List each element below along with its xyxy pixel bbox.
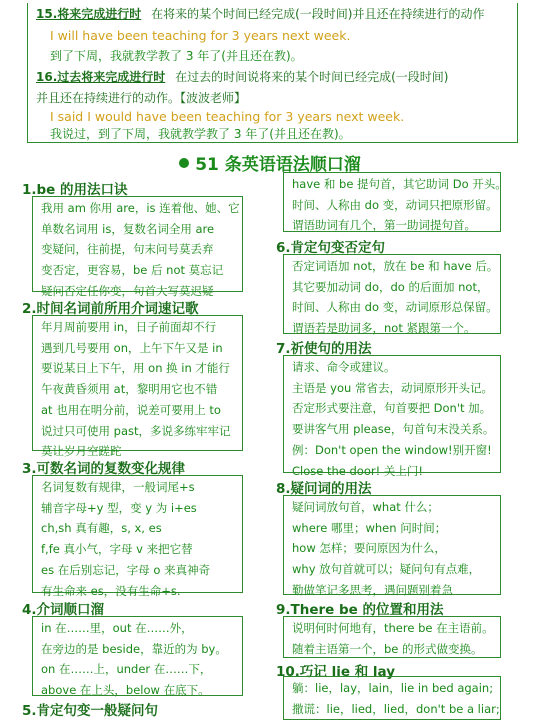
- section-10-row: 躺：lie，lay，lain，lie in bed again;: [292, 681, 494, 695]
- section-6-row: 其它要加动词 do，do 的后面加 not，: [292, 279, 489, 294]
- section-2-row: at 也用在明分前，说差可要用上 to: [41, 402, 221, 417]
- section-4-row: above 在上头，below 在底下。: [41, 683, 210, 698]
- section-5-row: 谓语助词有几个，第一助词提句首。: [292, 218, 476, 233]
- section-1-row: 变疑问，往前提，句末问号莫丢弃: [41, 242, 214, 257]
- item-16-translation: 我说过，到了下周，我就教学教了 3 年了(并且还在教)。: [50, 127, 351, 141]
- section-6-row: 否定词语加 not，放在 be 和 have 后。: [292, 259, 499, 273]
- section-5-continuation-box: [283, 172, 507, 233]
- section-7-title: 7.祈使句的用法: [276, 341, 372, 357]
- section-4-row: in 在……里，out 在……外，: [41, 621, 193, 635]
- section-9-title: 9.There be 的位置和用法: [276, 602, 444, 618]
- section-3-row: ch,sh 真有趣，s, x, es: [41, 521, 162, 536]
- section-1-row: 疑问否定任你变，句首大写莫迟疑: [41, 283, 214, 298]
- section-2-row: 要说某日上下午，用 on 换 in 才能行: [41, 361, 230, 376]
- section-8-row: 勤做笔记多思考，遇问题别着急: [292, 582, 453, 597]
- section-4-title: 4.介词顺口溜: [22, 602, 105, 618]
- section-3-title: 3.可数名词的复数变化规律: [22, 461, 186, 477]
- item-16-desc: 在过去的时间说将来的某个时间已经完成(一段时间): [175, 70, 449, 84]
- section-4-box: [32, 616, 243, 696]
- section-10-title: 10.巧记 lie 和 lay: [276, 664, 396, 680]
- section-7-row: 要讲客气用 please，句首句末没关系。: [292, 422, 495, 437]
- section-10-row: 撒谎：lie，lied，lied，don't be a liar;: [292, 701, 500, 716]
- section-7-row: Close the door! 关上门!: [292, 463, 423, 478]
- section-8-box: [283, 495, 501, 595]
- item-16-label: 16.过去将来完成进行时: [36, 70, 166, 84]
- section-2-box: [32, 315, 243, 459]
- section-6-box: [283, 254, 501, 334]
- page-title: 51 条英语语法顺口溜: [0, 150, 540, 175]
- section-8-row: where 哪里；when 问时间；: [292, 520, 447, 535]
- section-2-row: 遇到几号要用 on，上午下午又是 in: [41, 340, 223, 355]
- section-5-row: 时间、人称由 do 变，动词只把原形留。: [292, 197, 498, 212]
- section-9-box: [283, 616, 501, 658]
- bullet-dot-icon: [179, 158, 189, 168]
- section-3-row: 有生命来 es，没有生命+s.: [41, 583, 181, 598]
- item-15: [36, 7, 484, 22]
- section-5-title: 5.肯定句变一般疑问句: [22, 703, 159, 719]
- section-4-row: on 在……上，under 在……下，: [41, 662, 212, 677]
- section-7-box: [283, 355, 501, 478]
- section-2-row: 年月周前要用 in，日子前面却不行: [41, 320, 217, 334]
- section-8-row: why 放句首就可以；疑问句有点难，: [292, 562, 481, 577]
- item-15-example: I will have been teaching for 3 years next week.: [50, 28, 351, 43]
- section-9-row: 随着主语第一个，be 的形式做变换。: [292, 641, 483, 656]
- section-8-row: 疑问词放句首，what 什么；: [292, 500, 439, 514]
- section-6-title: 6.肯定句变否定句: [276, 240, 386, 256]
- section-2-row: 午夜黄昏须用 at，黎明用它也不错: [41, 382, 218, 397]
- section-7-row: 否定形式要注意，句首要把 Don't 加。: [292, 401, 492, 416]
- section-3-row: 辅音字母+y 型，变 y 为 i+es: [41, 500, 197, 515]
- item-15-desc: 在将来的某个时间已经完成(一段时间)并且还在持续进行的动作: [151, 7, 485, 21]
- item-16-example: I said I would have been teaching for 3 years next week.: [50, 109, 405, 124]
- section-8-row: how 怎样；要问原因为什么，: [292, 541, 446, 556]
- section-7-row: 请求、命令或建议。: [292, 360, 396, 374]
- section-1-row: 变否定，更容易，be 后 not 莫忘记: [41, 263, 224, 278]
- section-6-row: 谓语若是助词多，not 紧跟第一个。: [292, 321, 476, 336]
- item-16-desc2: 并且还在持续进行的动作。【波波老师】: [36, 91, 247, 105]
- item-15-label: 15.将来完成进行时: [36, 7, 142, 21]
- item-15-translation: 到了下周，我就教学教了 3 年了(并且还在教)。: [50, 49, 303, 63]
- section-5-row: have 和 be 提句首，其它助词 Do 开头。: [292, 177, 507, 191]
- section-4-row: 在旁边的是 beside，靠近的为 by。: [41, 641, 227, 656]
- section-2-title: 2.时间名词前所用介词速记歌: [22, 301, 199, 317]
- section-1-title: 1.be 的用法口诀: [22, 182, 128, 198]
- section-1-row: 我用 am 你用 are，is 连着他、她、它: [41, 201, 240, 215]
- section-2-row: 莫让岁月空蹉跎: [41, 444, 122, 459]
- section-9-row: 说明何时何地有，there be 在主语前。: [292, 621, 494, 635]
- section-1-box: [32, 196, 243, 298]
- section-3-row: f,fe 真小气，字母 v 来把它替: [41, 542, 193, 557]
- section-10-box: [283, 676, 501, 720]
- item-16: [36, 70, 448, 85]
- section-7-row: 例：Don't open the window!别开窗!: [292, 442, 492, 457]
- section-6-row: 时间、人称由 do 变，动词原形总保留。: [292, 300, 498, 315]
- section-2-row: 说过只可使用 past，多说多练牢牢记: [41, 423, 231, 438]
- section-1-row: 单数名词用 is，复数名词全用 are: [41, 221, 215, 236]
- section-3-row: 名词复数有规律，一般词尾+s: [41, 480, 195, 494]
- section-3-row: es 在后别忘记，字母 o 来真神奇: [41, 562, 211, 577]
- section-8-title: 8.疑问词的用法: [276, 481, 372, 497]
- section-3-box: [32, 475, 243, 598]
- section-7-row: 主语是 you 常省去，动词原形开头记。: [292, 380, 493, 395]
